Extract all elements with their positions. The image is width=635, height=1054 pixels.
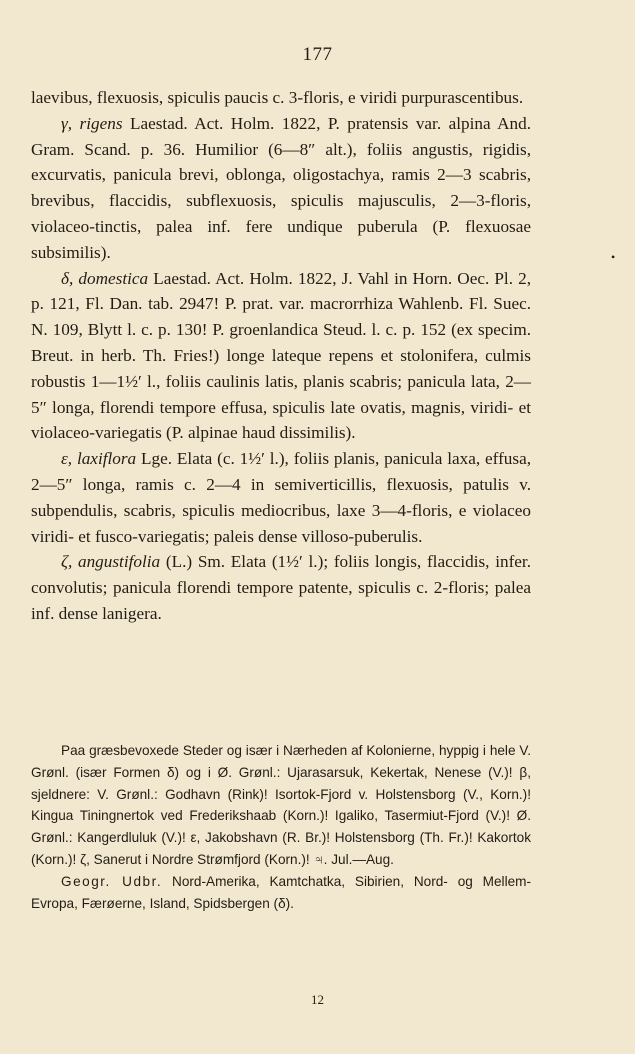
variety-name: ε, laxiflora <box>61 449 137 469</box>
variety-name: γ, rigens <box>61 113 123 133</box>
variety-description: (L.) Sm. Elata (1½′ l.); foliis longis, flaccidis, infer. convolutis; panicula florendi tempore patente, spiculis c. 2-floris; palea inf. dense lanigera. <box>31 552 531 623</box>
distribution-text: Nord-Amerika, Kamtchatka, Sibirien, Nord- og Mellem-Evropa, Færøerne, Island, Spidsbergen (δ). <box>31 873 531 911</box>
distribution-label: Geogr. Udbr. <box>61 873 163 889</box>
variety-domestica <box>31 266 531 447</box>
page-number: 177 <box>302 44 333 65</box>
sheet-signature: 12 <box>311 992 324 1007</box>
variety-angustifolia <box>31 549 531 626</box>
margin-mark-icon: • <box>611 250 616 264</box>
variety-name: δ, domestica <box>61 268 149 288</box>
main-text <box>31 85 531 627</box>
distribution-paragraph <box>31 871 531 915</box>
variety-laxiflora <box>31 446 531 549</box>
localities-paragraph: Paa græsbevoxede Steder og især i Nærheden af Kolonierne, hyppig i hele V. Grønl. (især Formen δ) og i Ø. Grønl.: Ujarasarsuk, Kekertak, Nenese (V.)! β, sjeldnere: V. Grønl.: Godhavn (Rink)! Isortok-Fjord v. Holstensborg (V., Korn.)! Kingua Tiningnertok ved Frederikshaab (Korn.)! Igaliko, Tasermiut-Fjord (V.)! Ø. Grønl.: Kangerdluluk (V.)! ε, Jakobshavn (R. Br.)! Holstensborg (Th. Fr.)! Kakortok (Korn.)! ζ, Sanerut i Nordre Strømfjord (Korn.)! ♃. Jul.—Aug. <box>31 743 531 867</box>
paragraph-continuation: laevibus, flexuosis, spiculis paucis c. 3-floris, e viridi purpurascentibus. <box>31 88 524 107</box>
notes-text <box>31 740 531 914</box>
variety-description: Laestad. Act. Holm. 1822, P. pratensis var. alpina And. Gram. Scand. p. 36. Humilior (6—8″ alt.), foliis angustis, rigidis, excurvatis, panicula brevi, oblonga, oligostachya, ramis 2—3 scabris, brevibus, flaccidis, subflexuosis, spiculis majusculis, 2—3-floris, violaceo-tinctis, palea inf. fere undique puberula (P. flexuosae subsimilis). <box>31 113 531 262</box>
variety-rigens <box>31 111 531 266</box>
variety-name: ζ, angustifolia <box>61 552 161 572</box>
variety-description: Laestad. Act. Holm. 1822, J. Vahl in Horn. Oec. Pl. 2, p. 121, Fl. Dan. tab. 2947! P. prat. var. macrorrhiza Wahlenb. Fl. Suec. N. 109, Blytt l. c. p. 130! P. groenlandica Steud. l. c. p. 152 (ex specim. Breut. in herb. Th. Fries!) longe lateque repens et stolonifera, culmis robustis 1—1½′ l., foliis caulinis latis, planis scabris; panicula lata, 2—5″ longa, florendi tempore effusa, spiculis late ovatis, magnis, viridi- et violaceo-variegatis (P. alpinae haud dissimilis). <box>31 268 531 443</box>
variety-description: Lge. Elata (c. 1½′ l.), foliis planis, panicula laxa, effusa, 2—5″ longa, ramis c. 2—4 in semiverticillis, flexuosis, patulis v. subpendulis, scabris, spiculis mediocribus, laxe 3—4-floris, e violaceo viridi- et fusco-variegatis; paleis dense villoso-puberulis. <box>31 449 532 546</box>
